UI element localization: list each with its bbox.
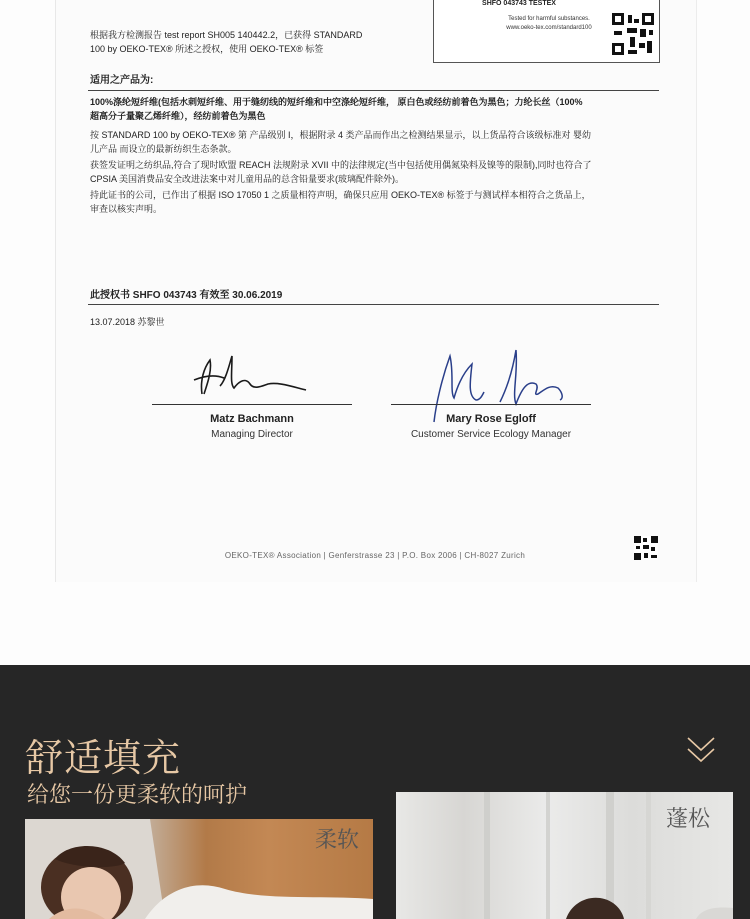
qr-code-icon (612, 13, 654, 55)
product-photo-fluffy (396, 792, 733, 919)
section-subtitle: 给您一份更柔软的呵护 (27, 783, 248, 808)
double-chevron-down-icon (686, 734, 716, 766)
para2-line-1: 获签发证明之纺织品,符合了现时欧盟 REACH 法规附录 XVII 中的法律规定(当中包括使用偶氮染料及镍等的限制),同时也符合了 (90, 160, 592, 170)
intro-line-1: 根据我方检测报告 test report SH005 140442.2，已获得 STANDARD (90, 30, 363, 40)
applicable-heading: 适用之产品为: (90, 75, 154, 86)
label-url: www.oeko-tex.com/standard100 (506, 25, 592, 31)
product-photo-soft (25, 819, 373, 919)
signature-mary-rose-egloff (420, 344, 570, 424)
signatory-1-role: Managing Director (211, 429, 293, 440)
validity-statement: 此授权书 SHFO 043743 有效至 30.06.2019 (90, 290, 283, 301)
oeko-tex-label (433, 0, 660, 63)
issue-date: 13.07.2018 苏黎世 (90, 317, 165, 327)
label-header: SHFO 043743 TESTEX (482, 0, 556, 7)
signatory-1-name: Matz Bachmann (210, 413, 294, 425)
signature-line-1 (152, 404, 352, 405)
signature-matz-bachmann (190, 350, 320, 402)
para3-line-1: 持此证书的公司，已作出了根据 ISO 17050 1 之质量相符声明，确保只应用 OEKO-TEX® 标签于与测试样本相符合之货品上， (90, 190, 591, 200)
section-title: 舒适填充 (25, 736, 182, 780)
heading-rule (88, 90, 659, 91)
card-label-fluffy: 蓬松 (666, 807, 711, 832)
signature-line-2 (391, 404, 591, 405)
para1-line-2: 儿产品 而设立的最新纺织生态条款。 (90, 144, 237, 154)
para3-line-2: 审查以核实声明。 (90, 204, 163, 214)
para1-line-1: 按 STANDARD 100 by OEKO-TEX® 第 产品级别 I，根据附录 4 类产品而作出之检测结果显示，以上货品符合该级标准对 婴幼 (90, 130, 592, 140)
para2-line-2: CPSIA 美国消费品安全改进法案中对儿童用品的总含铅量要求(玻璃配件除外)。 (90, 174, 405, 184)
product-line-2: 超高分子量聚乙烯纤维），经纺前着色为黑色 (90, 111, 266, 121)
card-label-soft: 柔软 (315, 828, 360, 853)
signatory-2-role: Customer Service Ecology Manager (410, 429, 572, 440)
label-tested-text: Tested for harmful substances. (508, 16, 590, 22)
intro-line-2: 100 by OEKO-TEX® 所述之授权，使用 OEKO-TEX® 标签 (90, 44, 324, 54)
certificate-footer: OEKO-TEX® Association | Genferstrasse 23 | P.O. Box 2006 | CH-8027 Zurich (224, 551, 526, 560)
product-line-1: 100%涤纶短纤维(包括水刺短纤维、用于缝纫线的短纤维和中空涤纶短纤维， 原白色或经纺前着色为黑色；力纶长丝（100% (90, 97, 583, 107)
footer-qr-code-icon (634, 536, 658, 560)
validity-rule (88, 304, 659, 305)
signatory-2-name: Mary Rose Egloff (446, 413, 536, 425)
